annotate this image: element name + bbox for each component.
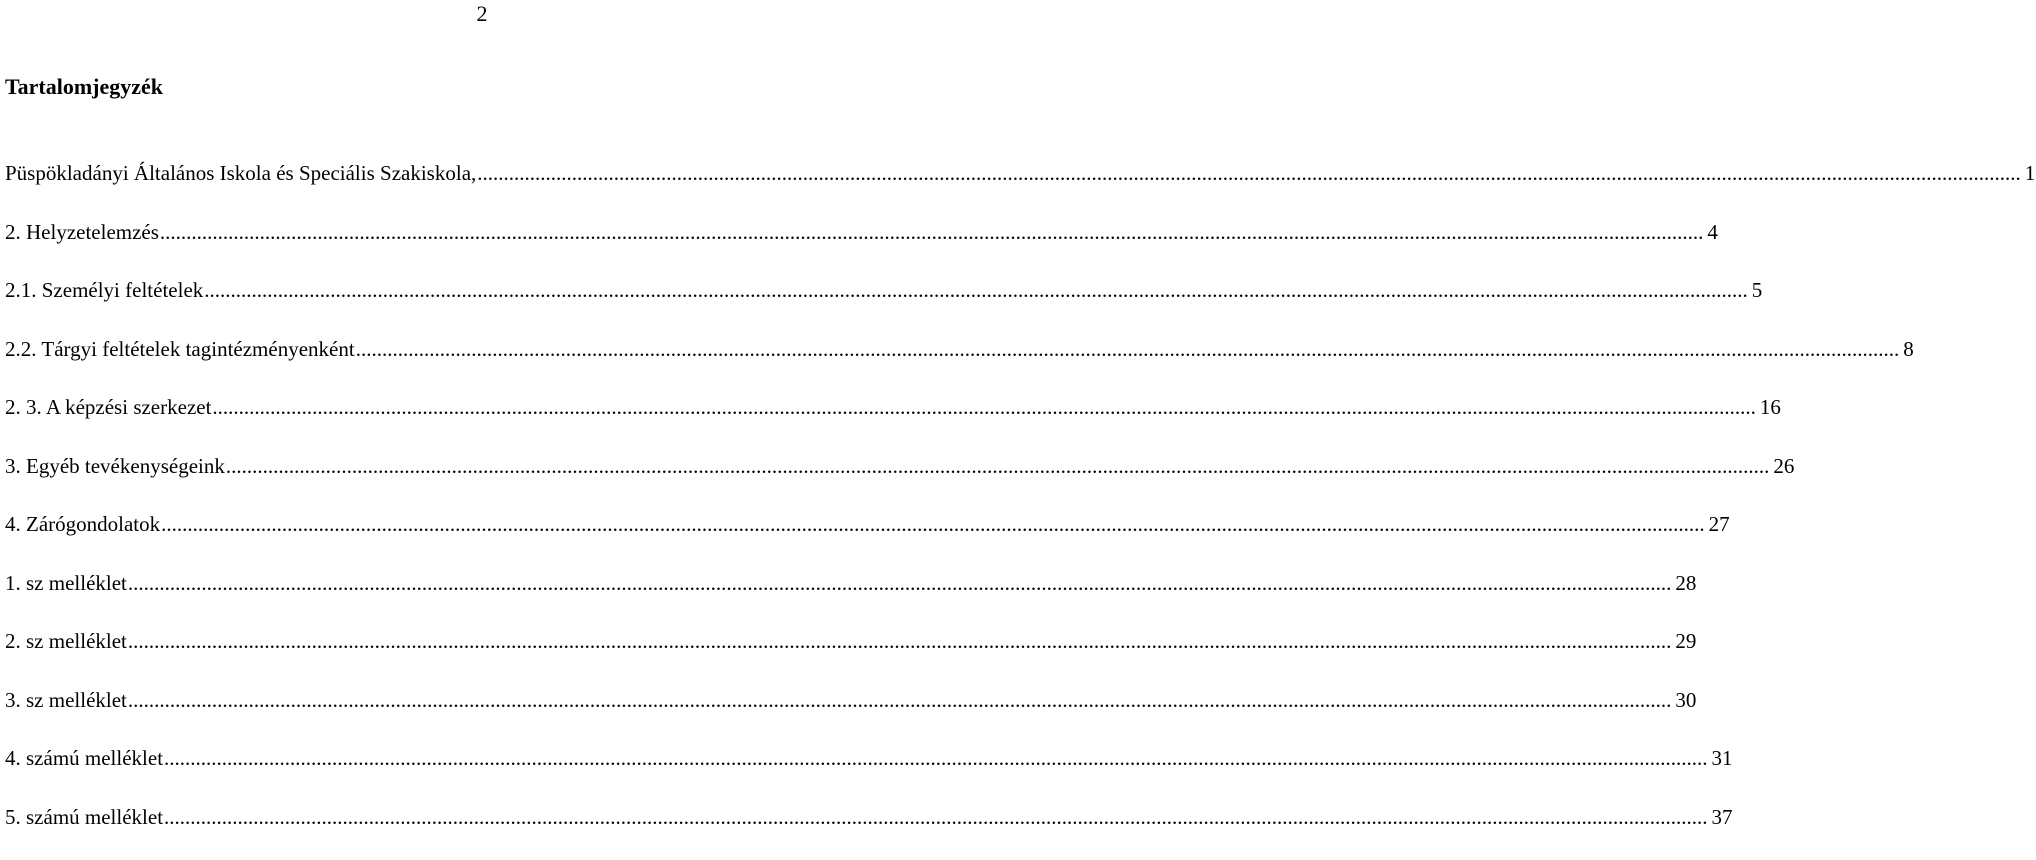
toc-entry-label: 5. számú melléklet [5,802,163,832]
toc-entry[interactable] [5,275,963,334]
toc-entry[interactable] [5,392,963,451]
toc-entry-label: 2.2. Tárgyi feltételek tagintézményenként [5,334,355,364]
dot-leader [477,158,2021,188]
dot-leader [128,568,1672,598]
dot-leader [161,509,1705,539]
toc-entry-page: 27 [1709,509,1731,539]
toc-entry-page: 37 [1712,802,1734,832]
dot-leader [356,334,1900,364]
toc-entry-label: 2. 3. A képzési szerkezet [5,392,211,422]
dot-leader [160,217,1704,247]
toc-entry[interactable] [5,451,963,510]
toc-entry-label: 2. Helyzetelemzés [5,217,159,247]
toc-entry-label: Püspökladányi Általános Iskola és Speciális Szakiskola, [5,158,476,188]
dot-leader [164,802,1708,832]
toc-list [5,158,963,860]
toc-entry-page: 1 [2025,158,2036,188]
toc-entry[interactable] [5,158,963,217]
toc-entry-page: 26 [1773,451,1795,481]
toc-entry-page: 5 [1752,275,1764,305]
toc-entry-page: 16 [1760,392,1782,422]
toc-entry[interactable] [5,568,963,627]
toc-entry[interactable] [5,802,963,860]
toc-entry-label: 1. sz melléklet [5,568,127,598]
dot-leader [128,626,1672,656]
dot-leader [204,275,1748,305]
toc-entry[interactable] [5,509,963,568]
dot-leader [164,743,1708,773]
toc-entry-page: 4 [1707,217,1719,247]
dot-leader [128,685,1672,715]
toc-title: Tartalomjegyzék [5,72,163,102]
toc-entry-label: 3. sz melléklet [5,685,127,715]
toc-entry[interactable] [5,685,963,744]
toc-entry[interactable] [5,334,963,393]
toc-entry-page: 8 [1903,334,1915,364]
toc-entry-label: 2. sz melléklet [5,626,127,656]
page-number: 2 [470,0,494,28]
toc-entry-page: 31 [1712,743,1734,773]
toc-entry[interactable] [5,217,963,276]
toc-entry-label: 3. Egyéb tevékenységeink [5,451,225,481]
toc-entry-page: 30 [1675,685,1697,715]
toc-entry-page: 29 [1675,626,1697,656]
toc-entry-label: 2.1. Személyi feltételek [5,275,203,305]
toc-entry-label: 4. Zárógondolatok [5,509,160,539]
dot-leader [226,451,1770,481]
dot-leader [212,392,1756,422]
toc-entry-label: 4. számú melléklet [5,743,163,773]
toc-entry[interactable] [5,743,963,802]
toc-entry[interactable] [5,626,963,685]
toc-entry-page: 28 [1675,568,1697,598]
